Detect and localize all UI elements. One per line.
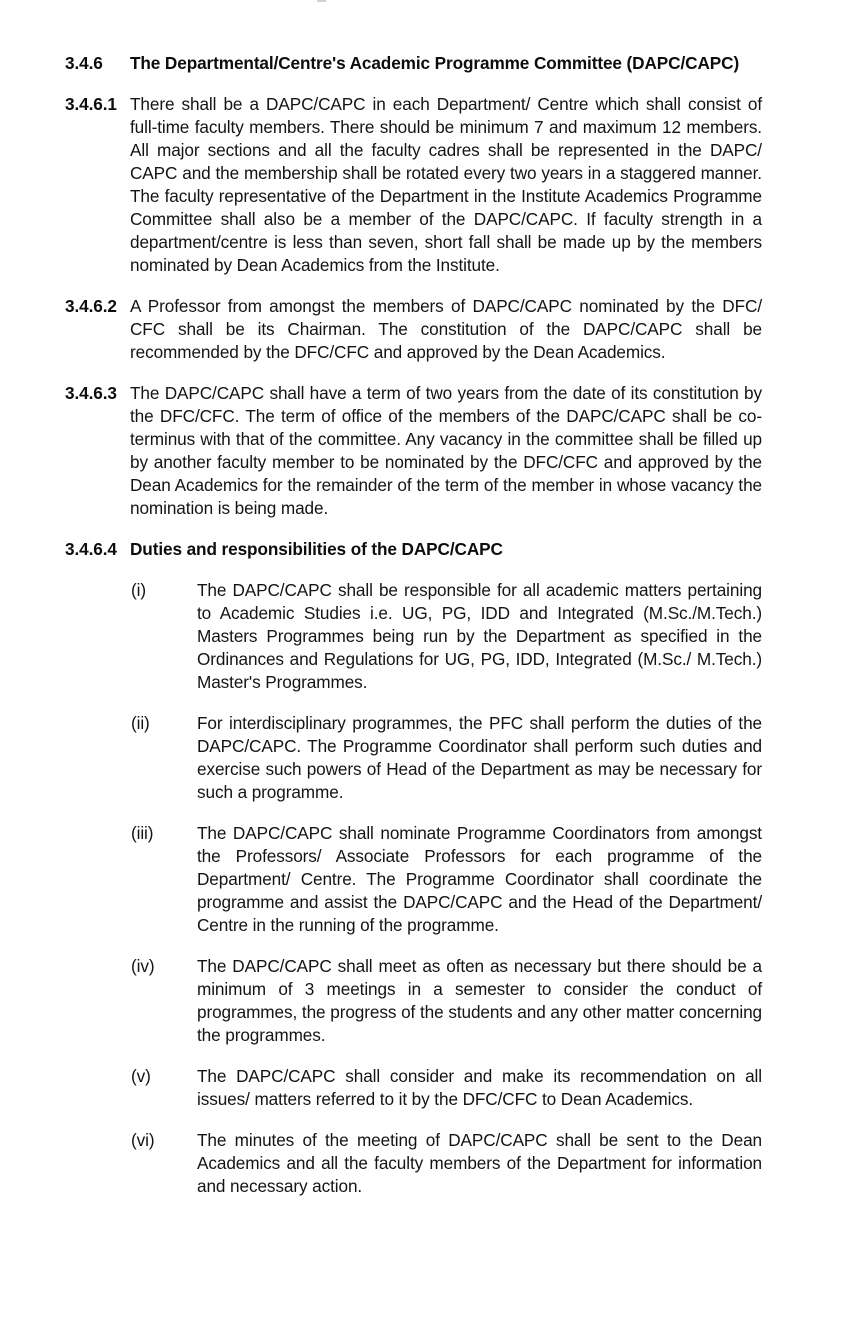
- clause-number: 3.4.6.1: [65, 94, 117, 114]
- clause-title: Duties and responsibilities of the DAPC/​CAPC: [130, 539, 503, 559]
- clause-number: 3.4.6.3: [65, 383, 117, 403]
- clause-text: A Professor from amongst the members of DAPC/​CAPC nominated by the DFC/​CFC shall be its Chairman. The constitution of the DAPC/​CAPC shall be recommended by the DFC/​CFC and approved by the Dean Academics.: [130, 296, 762, 362]
- duty-item-ii: [131, 712, 762, 804]
- item-text: The DAPC/​CAPC shall consider and make its recommendation on all issues/​ matters referred to it by the DFC/​CFC to Dean Academics.: [197, 1066, 762, 1109]
- item-marker: (iii): [131, 823, 154, 843]
- clause-3-4-6-1: [65, 93, 762, 277]
- clause-number: 3.4.6.2: [65, 296, 117, 316]
- clause-3-4-6-3: [65, 382, 762, 520]
- duty-item-iii: [131, 822, 762, 937]
- item-text: The DAPC/​CAPC shall nominate Programme Coordinators from amongst the Professors/​ Associate Professors for each programme of the Department/​ Centre. The Programme Coordinator shall coordinate the programme and assist the DAPC/​CAPC and the Head of the Department/​ Centre in the running of the programme.: [197, 823, 762, 935]
- duties-list: [65, 579, 762, 1198]
- clause-text: The DAPC/​CAPC shall have a term of two years from the date of its constitution by the DFC/​CFC. The term of office of the members of the DAPC/​CAPC shall be co-terminus with that of the committee. Any vacancy in the committee shall be filled up by another faculty member to be nominated by the DFC/​CFC and approved by the Dean Academics for the remainder of the term of the member in whose vacancy the nomination is being made.: [130, 383, 762, 518]
- item-text: The DAPC/​CAPC shall meet as often as necessary but there should be a minimum of 3 meetings in a semester to consider the conduct of programmes, the progress of the students and any other matter concerning the programmes.: [197, 956, 762, 1045]
- section-heading-3-4-6-4: [65, 538, 762, 561]
- section-heading-3-4-6: [65, 52, 762, 75]
- duty-item-v: [131, 1065, 762, 1111]
- clause-number: 3.4.6.4: [65, 539, 117, 559]
- section-title: The Departmental/​Centre's Academic Programme Committee (DAPC/​CAPC): [130, 53, 740, 73]
- duty-item-iv: [131, 955, 762, 1047]
- section-number: 3.4.6: [65, 53, 103, 73]
- item-marker: (i): [131, 580, 146, 600]
- item-marker: (vi): [131, 1130, 155, 1150]
- item-marker: (v): [131, 1066, 151, 1086]
- duty-item-vi: [131, 1129, 762, 1198]
- item-text: The minutes of the meeting of DAPC/​CAPC shall be sent to the Dean Academics and all the faculty members of the Department for information and necessary action.: [197, 1130, 762, 1196]
- clause-3-4-6-2: [65, 295, 762, 364]
- clause-text: There shall be a DAPC/​CAPC in each Department/​ Centre which shall consist of full-time faculty members. There should be minimum 7 and maximum 12 members. All major sections and all the faculty cadres shall be represented in the DAPC/​CAPC and the membership shall be rotated every two years in a staggered manner. The faculty representative of the Department in the Institute Academics Programme Committee shall also be a member of the DAPC/​CAPC. If faculty strength in a department/​centre is less than seven, short fall shall be made up by the members nominated by Dean Academics from the Institute.: [130, 94, 762, 275]
- item-text: For interdisciplinary programmes, the PFC shall perform the duties of the DAPC/​CAPC. The Programme Coordinator shall perform such duties and exercise such powers of Head of the Department as may be necessary for such a programme.: [197, 713, 762, 802]
- item-text: The DAPC/​CAPC shall be responsible for all academic matters pertaining to Academic Studies i.e. UG, PG, IDD and Integrated (M.Sc./​M.Tech.) Masters Programmes being run by the Department as specified in the Ordinances and Regulations for UG, PG, IDD, Integrated (M.Sc./​ M.Tech.) Master's Programmes.: [197, 580, 762, 692]
- item-marker: (iv): [131, 956, 155, 976]
- cropped-header-artifact: [317, 0, 326, 2]
- document-content: [65, 52, 762, 1198]
- duty-item-i: [131, 579, 762, 694]
- item-marker: (ii): [131, 713, 150, 733]
